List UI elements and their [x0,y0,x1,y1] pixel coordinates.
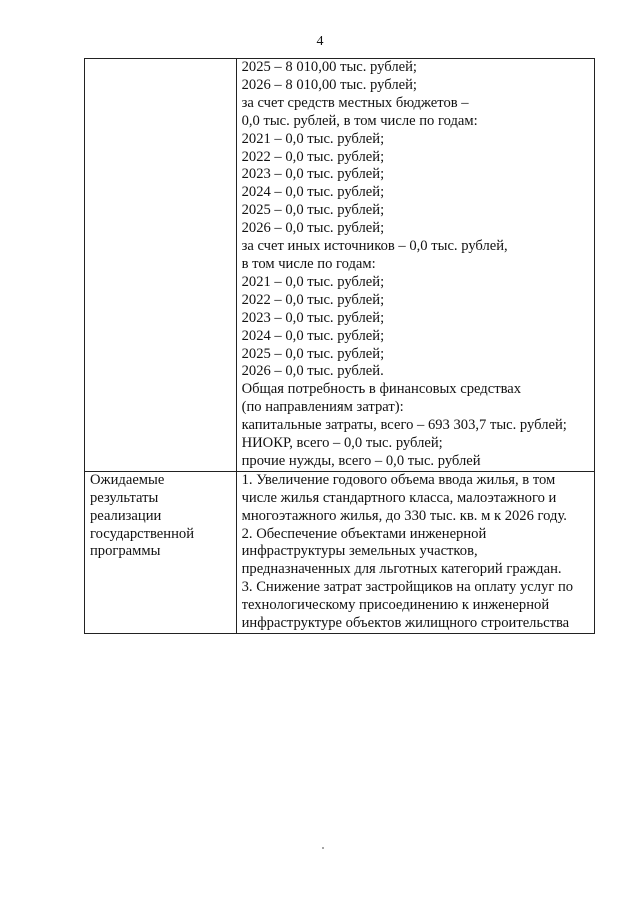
funding-cell [236,59,594,472]
program-passport-table [84,58,595,634]
funding-line: 2026 – 0,0 тыс. рублей; [241,220,385,237]
funding-line: 2021 – 0,0 тыс. рублей; [241,273,385,290]
funding-line: 0,0 тыс. рублей, в том числе по годам: [241,112,478,129]
result-line: инфраструктуры земельных участков, [241,543,478,560]
funding-line: 2026 – 0,0 тыс. рублей. [241,363,384,380]
funding-line: 2025 – 0,0 тыс. рублей; [241,345,385,362]
funding-line: 2025 – 8 010,00 тыс. рублей; [241,59,417,75]
funding-line: прочие нужды, всего – 0,0 тыс. рублей [241,452,481,469]
result-line: 1. Увеличение годового объема ввода жилья, в том [241,471,556,488]
result-line: многоэтажного жилья, до 330 тыс. кв. м к 2026 году. [241,507,567,524]
page-number: 4 [316,34,324,49]
result-line: числе жилья стандартного класса, малоэтажного и [241,489,557,506]
result-line: 2. Обеспечение объектами инженерной [241,525,487,542]
funding-line: Общая потребность в финансовых средствах [241,381,522,398]
label-line: реализации [90,507,162,524]
funding-line: 2022 – 0,0 тыс. рублей; [241,291,385,308]
table-row [85,59,595,472]
funding-line: в том числе по годам: [241,255,376,272]
result-line: предназначенных для льготных категорий граждан. [241,561,562,578]
funding-line: 2024 – 0,0 тыс. рублей; [241,184,385,201]
result-line: инфраструктуре объектов жилищного строительства [241,615,570,632]
expected-results-label-cell [85,471,237,633]
table-row [85,471,595,633]
funding-line: 2023 – 0,0 тыс. рублей; [241,309,385,326]
label-line: государственной [90,525,195,542]
funding-line: за счет средств местных бюджетов – [241,94,469,111]
funding-line: 2024 – 0,0 тыс. рублей; [241,327,385,344]
funding-line: 2021 – 0,0 тыс. рублей; [241,130,385,147]
funding-line: (по направлениям затрат): [241,399,404,416]
funding-line: 2023 – 0,0 тыс. рублей; [241,166,385,183]
funding-line: 2026 – 8 010,00 тыс. рублей; [241,76,417,93]
scan-speck [322,847,324,849]
result-line: 3. Снижение затрат застройщиков на оплату услуг по [241,579,574,596]
result-line: технологическому присоединению к инженерной [241,597,550,614]
label-line: Ожидаемые [90,471,165,488]
row-label-cell [85,59,237,472]
funding-line: 2025 – 0,0 тыс. рублей; [241,202,385,219]
funding-line: 2022 – 0,0 тыс. рублей; [241,148,385,165]
label-line: программы [90,543,161,560]
funding-line: НИОКР, всего – 0,0 тыс. рублей; [241,435,443,452]
funding-line: капитальные затраты, всего – 693 303,7 тыс. рублей; [241,417,567,434]
funding-line: за счет иных источников – 0,0 тыс. рублей, [241,238,508,255]
label-line: результаты [90,489,159,506]
expected-results-cell [236,471,594,633]
